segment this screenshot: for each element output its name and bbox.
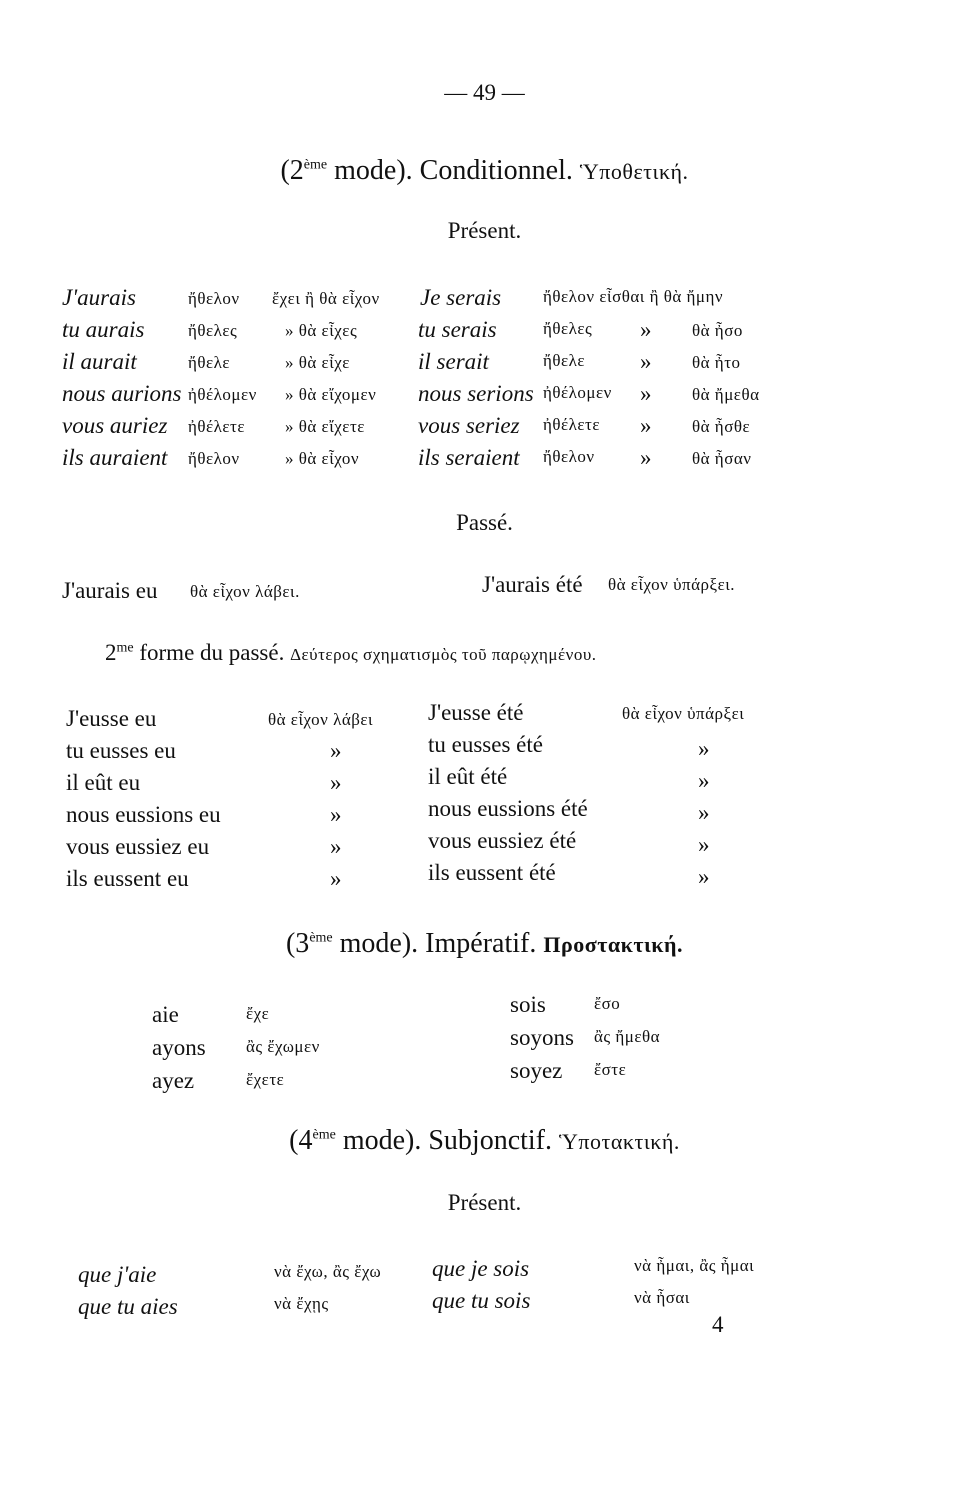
imperative-heading — [0, 928, 969, 960]
cond-right-gr1-2: ἤθελε — [543, 351, 586, 370]
cond-right-mark-4: » — [640, 413, 652, 438]
footer-page-number: 4 — [712, 1312, 724, 1337]
cond-right-gr2-4: θὰ ἦσθε — [692, 417, 751, 436]
eu-gr-3: » — [330, 802, 342, 827]
eu-row-4: vous eussiez eu — [66, 834, 210, 859]
eu-row-5: ils eussent eu — [66, 866, 189, 891]
cond-left-gr2-5: » θὰ εἶχον — [285, 449, 360, 468]
ete-row-3: nous eussions été — [428, 796, 588, 821]
cond-right-gr2-3: θὰ ἤμεθα — [692, 385, 760, 404]
imp-heading-open: (3 — [285, 928, 310, 959]
cond-right-fr-4: vous seriez — [418, 413, 520, 438]
cond-right-gr1-5: ἤθελον — [543, 447, 595, 466]
ete-gr-1: » — [698, 736, 710, 761]
sub-left-fr-0: que j'aie — [78, 1262, 157, 1287]
heading-greek: Ὑποθετική. — [579, 159, 689, 184]
heading-sup: ème — [303, 157, 328, 173]
conditional-heading — [0, 155, 969, 187]
cond-right-fr-5: ils seraient — [418, 445, 520, 470]
second-form-sup: me — [116, 640, 134, 656]
cond-left-gr1-2: ἤθελε — [188, 353, 231, 372]
imp-heading-mode: mode). Impératif. — [332, 928, 544, 959]
imp-heading-greek: Προστακτική. — [543, 932, 683, 957]
cond-right-gr2-5: θὰ ἦσαν — [692, 449, 752, 468]
sub-left-fr-1: que tu aies — [78, 1294, 178, 1319]
ete-gr-4: » — [698, 832, 710, 857]
cond-right-gr1-1: ἤθελες — [543, 319, 593, 338]
sub-heading-open: (4 — [289, 1125, 313, 1156]
eu-gr-4: » — [330, 834, 342, 859]
cond-right-gr1-3: ἠθέλομεν — [543, 383, 612, 402]
cond-left-fr-0: J'aurais — [62, 285, 136, 310]
cond-right-gr2-1: θὰ ἦσο — [692, 321, 743, 340]
second-form-line — [105, 640, 597, 666]
imp-right-fr-2: soyez — [510, 1058, 563, 1083]
sub-heading-greek: Ὑποτακτική. — [559, 1129, 680, 1154]
sub-heading-sup: ème — [312, 1127, 336, 1143]
imp-left-fr-0: aie — [152, 1002, 179, 1027]
second-form-gr: Δεύτερος σχηματισμὸς τοῦ παρῳχημένου. — [290, 645, 597, 664]
eu-gr-2: » — [330, 770, 342, 795]
ete-gr-3: » — [698, 800, 710, 825]
cond-right-mark-2: » — [640, 349, 652, 374]
cond-left-gr1-4: ἠθέλετε — [188, 417, 246, 436]
cond-left-fr-4: vous auriez — [62, 413, 168, 438]
eu-row-2: il eût eu — [66, 770, 141, 795]
cond-right-fr-1: tu serais — [418, 317, 497, 342]
cond-left-gr2-0: ἔχει ἢ θὰ εἶχον — [272, 289, 380, 308]
subjunctive-heading — [0, 1125, 969, 1157]
cond-right-mark-5: » — [640, 445, 652, 470]
ete-row-2: il eût été — [428, 764, 508, 789]
sub-left-gr-1: νὰ ἔχῃς — [274, 1294, 329, 1313]
imp-heading-sup: ème — [309, 930, 333, 946]
sub-right-gr-0: νὰ ἦμαι, ἂς ἦμαι — [634, 1256, 755, 1275]
ete-row-4: vous eussiez été — [428, 828, 577, 853]
eu-row-1: tu eusses eu — [66, 738, 176, 763]
imp-right-gr-1: ἂς ἤμεθα — [594, 1027, 661, 1046]
ete-row-1: tu eusses été — [428, 732, 543, 757]
cond-left-gr1-3: ἠθέλομεν — [188, 385, 257, 404]
past-right-fr: J'aurais été — [482, 572, 583, 597]
cond-right-gr2-2: θὰ ἦτο — [692, 353, 741, 372]
imp-left-fr-2: ayez — [152, 1068, 195, 1093]
ete-gr-0: θὰ εἶχον ὑπάρξει — [622, 704, 745, 723]
cond-left-gr2-1: » θὰ εἶχες — [285, 321, 358, 340]
imp-right-gr-2: ἔστε — [594, 1060, 627, 1079]
cond-left-fr-5: ils auraient — [62, 445, 168, 470]
past-heading: Passé. — [456, 510, 513, 535]
heading-open: (2 — [280, 155, 304, 186]
imp-right-gr-0: ἔσο — [594, 994, 621, 1013]
eu-gr-5: » — [330, 866, 342, 891]
cond-left-fr-3: nous aurions — [62, 381, 182, 406]
cond-right-fr-3: nous serions — [418, 381, 534, 406]
past-left-fr: J'aurais eu — [62, 578, 158, 603]
imp-right-fr-0: sois — [510, 992, 546, 1017]
cond-right-mark-1: » — [640, 317, 652, 342]
sub-right-fr-0: que je sois — [432, 1256, 530, 1281]
eu-row-3: nous eussions eu — [66, 802, 221, 827]
sub-heading-mode: mode). Subjonctif. — [335, 1125, 560, 1156]
cond-left-gr2-3: » θὰ εἴχομεν — [285, 385, 377, 404]
cond-left-gr2-2: » θὰ εἶχε — [285, 353, 350, 372]
ete-gr-5: » — [698, 864, 710, 889]
cond-right-mark-3: » — [640, 381, 652, 406]
ete-row-0: J'eusse été — [428, 700, 524, 725]
second-form-open: 2 — [105, 640, 117, 665]
imp-left-gr-1: ἂς ἔχωμεν — [246, 1037, 320, 1056]
cond-left-gr1-0: ἤθελον — [188, 289, 240, 308]
sub-right-fr-1: que tu sois — [432, 1288, 531, 1313]
imp-left-fr-1: ayons — [152, 1035, 206, 1060]
cond-left-gr1-1: ἤθελες — [188, 321, 238, 340]
cond-right-gr1-0: ἤθελον εἶσθαι ἢ θὰ ἤμην — [543, 287, 724, 306]
page-number-header: — 49 — — [444, 80, 525, 105]
past-left-gr: θὰ εἶχον λάβει. — [190, 582, 300, 601]
sub-right-gr-1: νὰ ἦσαι — [634, 1288, 690, 1307]
sub-present-heading: Présent. — [447, 1190, 522, 1215]
cond-left-gr1-5: ἤθελον — [188, 449, 240, 468]
cond-left-fr-2: il aurait — [62, 349, 137, 374]
cond-right-gr1-4: ἠθέλετε — [543, 415, 601, 434]
eu-gr-0: θὰ εἶχον λάβει — [268, 710, 374, 729]
imp-left-gr-2: ἔχετε — [246, 1070, 285, 1089]
ete-row-5: ils eussent été — [428, 860, 556, 885]
eu-gr-1: » — [330, 738, 342, 763]
ete-gr-2: » — [698, 768, 710, 793]
cond-left-fr-1: tu aurais — [62, 317, 145, 342]
past-right-gr: θὰ εἶχον ὑπάρξει. — [608, 575, 736, 594]
cond-left-gr2-4: » θὰ εἴχετε — [285, 417, 365, 436]
present-heading: Présent. — [447, 218, 522, 243]
cond-right-fr-0: Je serais — [420, 285, 502, 310]
cond-right-fr-2: il serait — [418, 349, 489, 374]
imp-left-gr-0: ἔχε — [246, 1004, 270, 1023]
eu-row-0: J'eusse eu — [66, 706, 157, 731]
heading-mode: mode). Conditionnel. — [327, 155, 580, 186]
second-form-fr: forme du passé. — [133, 640, 291, 665]
sub-left-gr-0: νὰ ἔχω, ἂς ἔχω — [274, 1262, 382, 1281]
imp-right-fr-1: soyons — [510, 1025, 574, 1050]
